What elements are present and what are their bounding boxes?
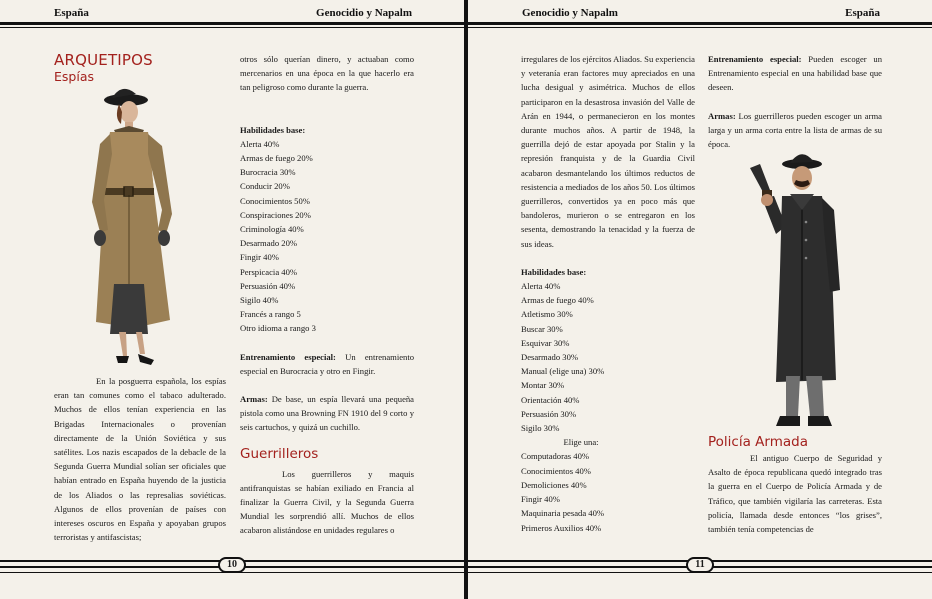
left-page <box>0 0 464 599</box>
guerrilla-weapons: Armas: Los guerrilleros pueden escoger un arma larga y un arma corta entre la lista de armas de su época. <box>708 110 882 150</box>
skill-item: Armas de fuego 40% <box>521 295 594 306</box>
skill-item: Desarmado 20% <box>240 238 298 249</box>
left-page-footer <box>0 556 464 586</box>
section-subtitle: Espías <box>54 69 94 84</box>
spy-training: Entrenamiento especial: Un entrenamiento especial en Burocracia y otro en Fingir. <box>240 351 414 376</box>
skill-item: Esquivar 30% <box>521 337 570 348</box>
left-page-header <box>0 0 464 26</box>
choice-skill-item: Maquinaria pesada 40% <box>521 508 605 519</box>
left-header-country: España <box>54 7 89 19</box>
skill-item: Atletismo 30% <box>521 309 573 320</box>
skill-item: Alerta 40% <box>521 281 561 292</box>
skill-item: Burocracia 30% <box>240 167 296 178</box>
police-section <box>708 433 882 536</box>
skill-item: Perspicacia 40% <box>240 266 298 277</box>
guerrilla-paragraph: Los guerrilleros y maquis antifranquistas se habían exiliado en Francia al finalizar la Guerra Civil, y la Segunda Guerra Mundial les sorprendió allí. Muchos de ellos acabaron alistándose en unidades regulares o <box>240 468 414 536</box>
left-page-number: 10 <box>218 557 246 573</box>
section-title: ARQUETIPOS <box>54 51 153 69</box>
skill-item: Sigilo 40% <box>240 295 279 306</box>
guerrilla-skills-label: Habilidades base: <box>521 266 587 277</box>
skill-item: Manual (elige una) 30% <box>521 366 605 377</box>
guerrilla-choose-one-list <box>521 449 695 534</box>
skill-item: Criminología 40% <box>240 224 304 235</box>
spies-intro-paragraph: En la posguerra española, los espías eran tan comunes como el tabaco adulterado. Muchos de ellos tenían experiencia en las Brigadas Internacionales o provenían directamente de la Unión Soviética y sus satélites. Los nazis escapados de la debacle de la Segunda Guerra Mundial solían ser oficiales que habían entrado en España huyendo de la justicia de los Aliados o las represalias soviéticas. Algunos de ellos provenían de países con intereses oscuros en España y apoyaban grupos terroristas y antifascistas; <box>54 376 226 543</box>
skill-item: Fingir 40% <box>240 252 279 263</box>
guerrilla-continued-paragraph: irregulares de los ejércitos Aliados. Su experiencia y veteranía eran factores muy apreciados en una lucha desigual y asimétrica. Muchos de ellos participaron en la desastrosa invasión del Valle de Arán en 1944, o permanecieron en los montes durante muchos años. A partir de 1948, la guerrilla dejó de estar apoyada por Stalin y la represión franquista y de la Guardia Civil acabaron desmantelando los últimos reductos de resistencia a mediados de los años 50. Los últimos guerrilleros, convertidos ya en poco más que bandoleros, murieron o se entregaron en los sesenta, demostrando la tenacidad y la fuerza de sus ideas. <box>521 54 695 249</box>
guerrilla-training: Entrenamiento especial: Pueden escoger un Entrenamiento especial en una habilidad base que deseen. <box>708 54 882 93</box>
choice-skill-item: Conocimientos 40% <box>521 465 591 476</box>
left-page-column-2 <box>240 52 414 538</box>
guerrilla-skills-list <box>521 279 695 435</box>
guerrilla-heading: Guerrilleros <box>240 445 319 462</box>
skill-item: Otro idioma a rango 3 <box>240 323 316 334</box>
right-page-header <box>468 0 932 26</box>
skill-item: Francés a rango 5 <box>240 309 301 320</box>
skill-item: Montar 30% <box>521 380 565 391</box>
skill-item: Sigilo 30% <box>521 423 560 434</box>
skill-item: Buscar 30% <box>521 323 563 334</box>
police-paragraph: El antiguo Cuerpo de Seguridad y Asalto de época republicana quedó integrado tras la guerra en el Cuerpo de Policía Armada y de Tráfico, que también vigilaría las carreteras. Esta policía, llamada desde entonces “los grises”, también tenía competencias de <box>708 453 882 535</box>
right-header-country: España <box>845 7 880 19</box>
skill-item: Persuasión 30% <box>521 408 577 419</box>
guerrilla-man-illustration <box>736 150 856 432</box>
police-heading: Policía Armada <box>708 434 808 450</box>
choice-skill-item: Primeros Auxilios 40% <box>521 522 602 533</box>
choose-one-label: Elige una: <box>563 437 599 448</box>
spy-skills-list <box>240 137 414 336</box>
skill-item: Desarmado 30% <box>521 352 579 363</box>
spies-continued-paragraph: otros sólo querían dinero, y actuaban como mercenarios en una época en la que hacerlo era tan peligroso como durante la guerra. <box>240 54 414 93</box>
skill-item: Conducir 20% <box>240 181 290 192</box>
right-page <box>468 0 932 599</box>
right-page-number: 11 <box>686 557 714 573</box>
right-header-book-title: Genocidio y Napalm <box>522 7 618 19</box>
skill-item: Orientación 40% <box>521 394 580 405</box>
skill-item: Conocimientos 50% <box>240 195 310 206</box>
choice-skill-item: Fingir 40% <box>521 494 560 505</box>
woman-spy-illustration <box>74 84 194 368</box>
right-page-column-1 <box>521 52 695 535</box>
right-page-column-2 <box>708 52 882 151</box>
skill-item: Armas de fuego 20% <box>240 153 313 164</box>
choice-skill-item: Computadoras 40% <box>521 451 590 462</box>
skill-item: Conspiraciones 20% <box>240 209 311 220</box>
skill-item: Persuasión 40% <box>240 280 296 291</box>
spy-skills-label: Habilidades base: <box>240 124 306 135</box>
right-page-footer <box>468 556 932 586</box>
choice-skill-item: Demoliciones 40% <box>521 479 587 490</box>
spy-weapons: Armas: De base, un espía llevará una pequeña pistola como una Browning FN 1910 del 9 corto y seis cartuchos, y quizá un cuchillo. <box>240 394 414 433</box>
left-header-book-title: Genocidio y Napalm <box>316 7 412 19</box>
skill-item: Alerta 40% <box>240 138 280 149</box>
archetypes-heading-block <box>54 51 224 85</box>
